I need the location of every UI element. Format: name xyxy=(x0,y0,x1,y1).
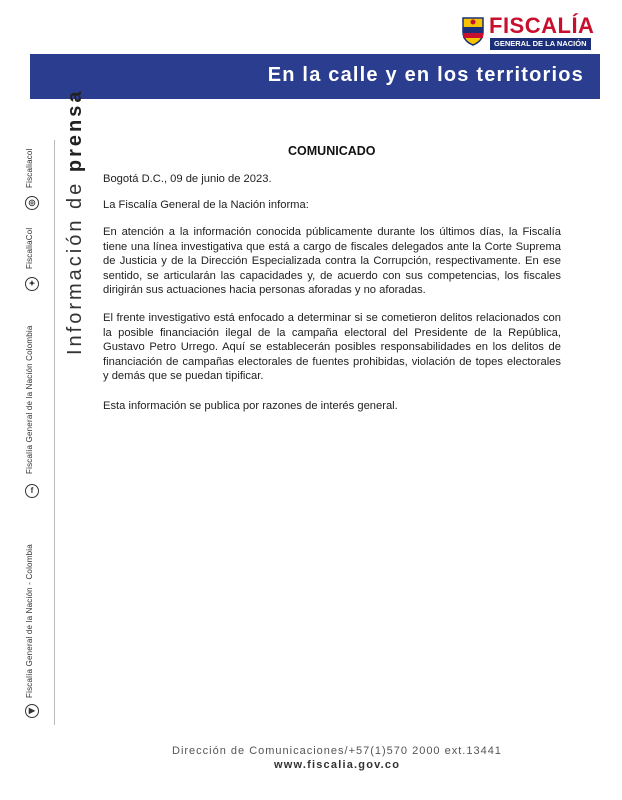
press-info-light: Información de xyxy=(64,172,86,355)
logo-name: FISCALÍA xyxy=(489,13,595,38)
twitter-icon[interactable]: ✦ xyxy=(25,277,39,291)
date-line: Bogotá D.C., 09 de junio de 2023. xyxy=(103,173,272,185)
fiscalia-logo xyxy=(459,14,599,48)
paragraph-2: El frente investigativo está enfocado a determinar si se cometieron delitos relacionados con la posible financiación ilegal de la campaña electoral del Presidente de la República, Gustavo Petro Urrego. Aquí se establecerán posibles responsabilidades en los delitos de financiación de campañas electorales de fuentes prohibidas, violación de topes electorales y demás que se puedan tipificar. xyxy=(103,312,561,382)
header-banner xyxy=(30,54,600,99)
intro-line: La Fiscalía General de la Nación informa: xyxy=(103,199,309,211)
facebook-handle[interactable]: Fiscalía General de la Nación Colombia xyxy=(25,325,34,474)
facebook-icon[interactable]: f xyxy=(25,484,39,498)
press-info-bold: prensa xyxy=(64,88,86,173)
logo-subtitle: GENERAL DE LA NACIÓN xyxy=(490,38,591,50)
youtube-icon[interactable]: ▶ xyxy=(25,704,39,718)
youtube-handle[interactable]: Fiscalía General de la Nación - Colombia xyxy=(25,544,34,698)
coat-of-arms-icon xyxy=(459,14,487,46)
banner-slogan: En la calle y en los territorios xyxy=(267,64,584,86)
footer-website[interactable]: www.fiscalia.gov.co xyxy=(274,759,401,771)
footer-contact: Dirección de Comunicaciones/+57(1)570 2000 ext.13441 xyxy=(172,745,502,757)
closing-line: Esta información se publica por razones de interés general. xyxy=(103,400,398,412)
paragraph-1: En atención a la información conocida públicamente durante los últimos días, la Fiscalía tiene una línea investigativa que está a cargo de fiscales delegados ante la Corte Suprema de Justicia y de la Dirección Especializada contra la Corrupción, respectivamente. En ese sentido, se articularán las capacidades y, de acuerdo con sus competencias, los fiscales dirigirán sus actuaciones hacia personas aforadas y no aforadas. xyxy=(103,226,561,296)
instagram-icon[interactable]: ◎ xyxy=(25,196,39,210)
document-title: COMUNICADO xyxy=(288,144,376,158)
instagram-handle[interactable]: Fiscaliacol xyxy=(25,148,34,188)
press-info-label xyxy=(64,89,87,355)
twitter-handle[interactable]: FiscaliaCol xyxy=(25,227,34,269)
sidebar-divider xyxy=(54,140,55,725)
